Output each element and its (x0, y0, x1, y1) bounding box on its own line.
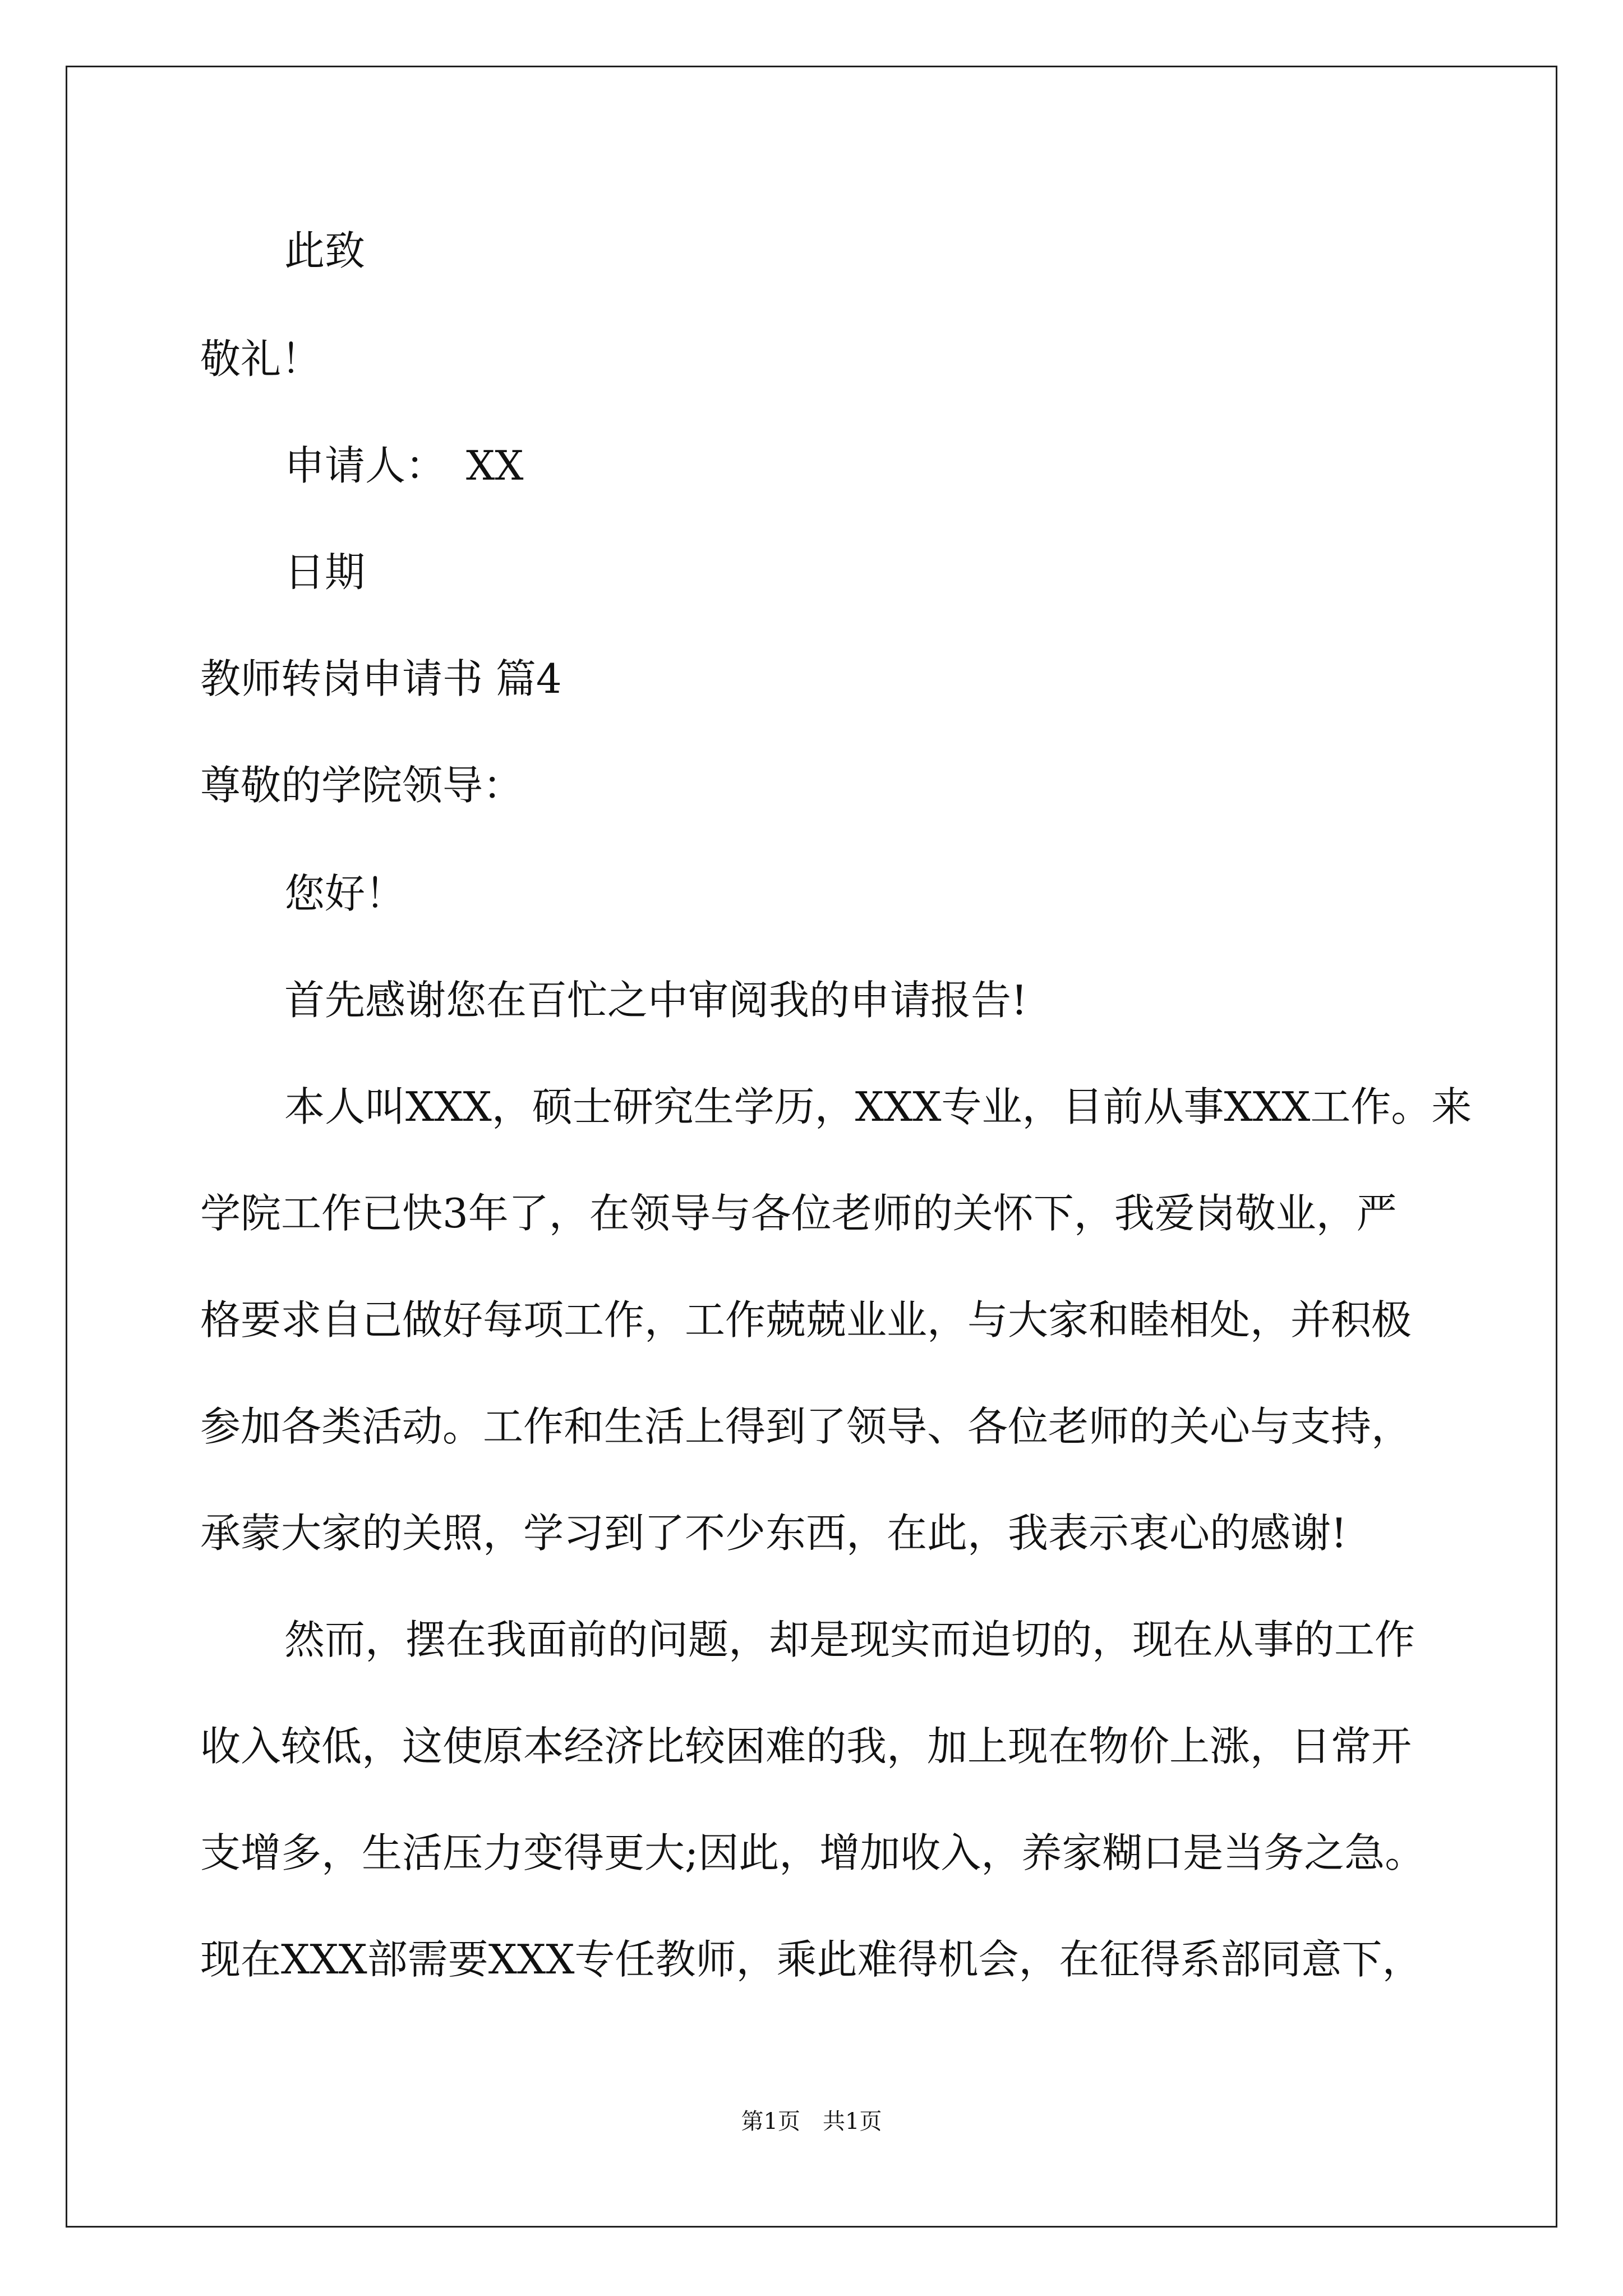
closing-salutation: 此致 (284, 227, 366, 274)
paragraph-line: 收入较低，这使原本经济比较困难的我，加上现在物价上涨，日常开 (200, 1723, 1412, 1770)
paragraph-line: 本人叫XXX，硕士研究生学历，XXX专业，目前从事XXX工作。来 (284, 1083, 1472, 1130)
applicant-line: 申请人： XX (284, 442, 524, 489)
paragraph-line: 承蒙大家的关照，学习到了不少东西，在此，我表示衷心的感谢! (200, 1510, 1347, 1557)
paragraph-line: 参加各类活动。工作和生活上得到了领导、各位老师的关心与支持， (200, 1403, 1412, 1450)
paragraph-line: 首先感谢您在百忙之中审阅我的申请报告! (284, 977, 1027, 1024)
paragraph-line: 然而，摆在我面前的问题，却是现实而迫切的，现在从事的工作 (284, 1616, 1415, 1663)
closing-respect: 敬礼！ (200, 335, 322, 383)
page-number-footer: 第1页 共1页 (741, 2109, 882, 2134)
paragraph-line: 格要求自己做好每项工作，工作兢兢业业，与大家和睦相处，并积极 (200, 1296, 1412, 1343)
greeting-addressee: 尊敬的学院领导： (200, 762, 524, 809)
paragraph-line: 现在XXX部需要XXX专任教师，乘此难得机会，在征得系部同意下， (200, 1936, 1423, 1983)
paragraph-line: 支增多，生活压力变得更大;因此，增加收入，养家糊口是当务之急。 (200, 1829, 1426, 1876)
greeting-hello: 您好！ (284, 870, 406, 917)
section-title: 教师转岗申请书 篇4 (200, 655, 562, 702)
page-border (66, 66, 1557, 2228)
paragraph-line: 学院工作已快3年了，在领导与各位老师的关怀下，我爱岗敬业，严 (200, 1190, 1397, 1237)
date-line: 日期 (284, 549, 366, 596)
